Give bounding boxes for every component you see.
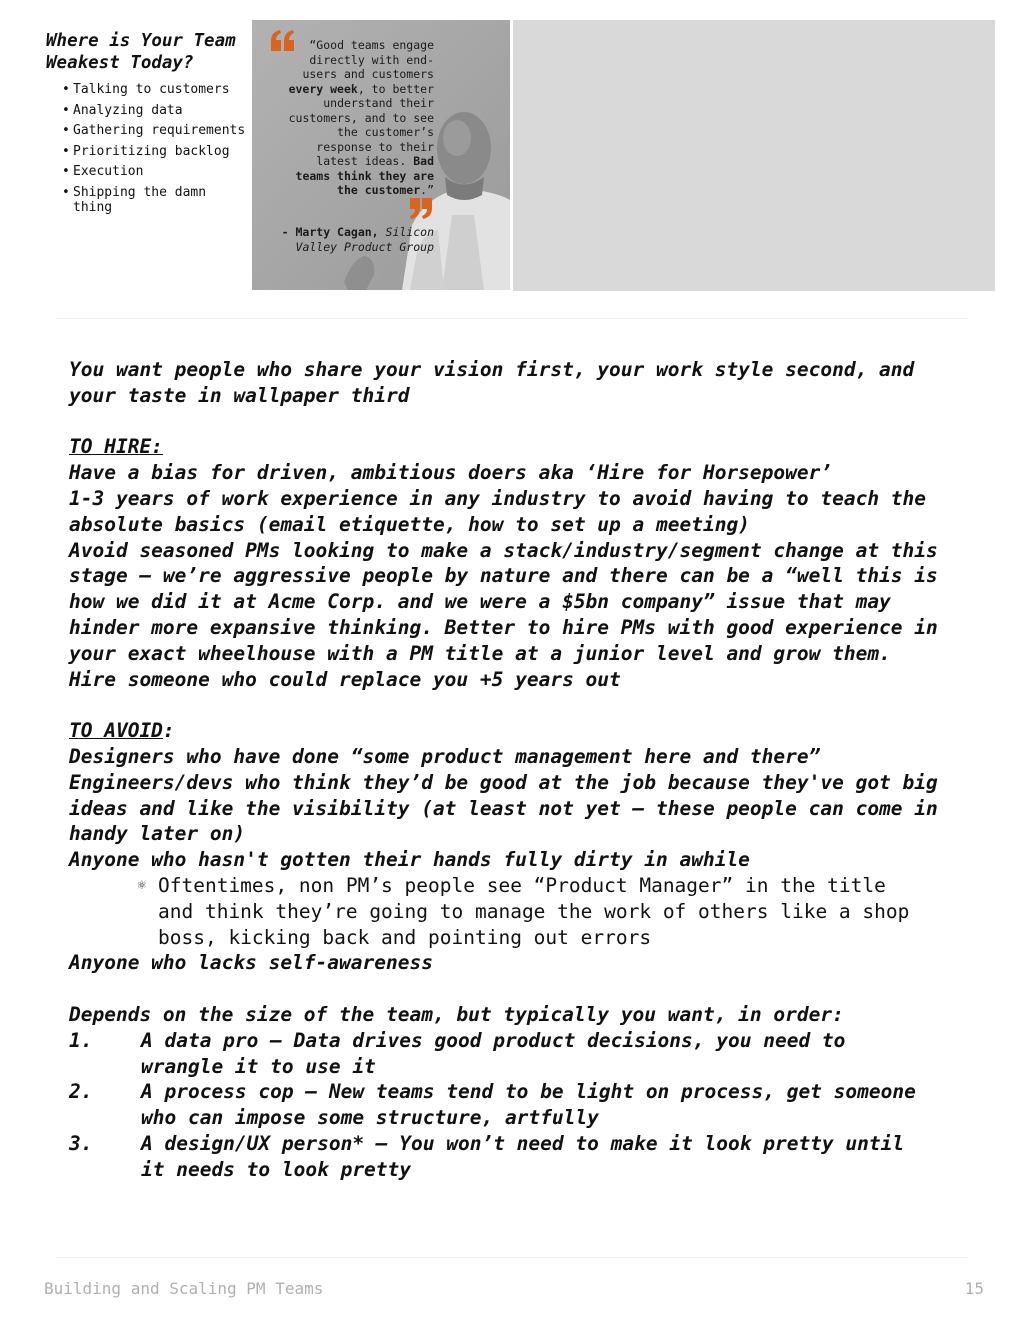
avoid-item: Anyone who hasn't gotten their hands fully dirty in awhile [69, 848, 750, 872]
hire-item: 1-3 years of work experience in any industry to avoid having to teach the absolute basics (email etiquette, how to set up a meeting) [69, 486, 927, 536]
top-divider [56, 318, 968, 319]
order-item [69, 1028, 969, 1080]
quote-bold: Bad teams think they are the customer [295, 154, 434, 197]
quote-part: “Good teams engage directly with end-users and customers [302, 38, 434, 81]
atom-bullet-icon: ⚛ [137, 876, 146, 893]
list-item: • Analyzing data [62, 103, 246, 119]
quote-attribution [270, 225, 434, 254]
bottom-divider [56, 1257, 968, 1258]
footer-title: Building and Scaling PM Teams [44, 1279, 324, 1298]
quote-part: , to better understand their customers, and to see the customer’s response to their latest ideas. [288, 81, 434, 168]
weakness-list [62, 82, 246, 216]
quote-author: - Marty Cagan, [281, 225, 379, 239]
sidebar-title: Where is Your Team Weakest Today? [46, 31, 236, 73]
order-item [69, 1079, 969, 1131]
main-content [69, 357, 969, 1183]
hire-item: Avoid seasoned PMs looking to make a stack/industry/segment change at this stage – we’re aggressive people by nature and there can be a “well this is how we did it at Acme Corp. and we were a $5bn company” issue that may hinder more expansive thinking. Better to hire PMs with good experience in your exact wheelhouse with a PM title at a junior level and grow them. [69, 538, 938, 665]
order-number: 1. [69, 1028, 93, 1052]
hire-item: Hire someone who could replace you +5 years out [69, 667, 621, 691]
avoid-item: Anyone who lacks self-awareness [69, 951, 433, 975]
order-item [69, 1131, 969, 1183]
quote-text [276, 38, 434, 198]
order-number: 3. [69, 1131, 93, 1155]
quote-bold: every week [288, 81, 358, 96]
avoid-heading: TO AVOID [69, 719, 163, 743]
order-text: A process cop – New teams tend to be light on process, get someone who can impose some structure, artfully [141, 1080, 916, 1130]
order-text: A data pro – Data drives good product decisions, you need to wrangle it to use it [141, 1028, 846, 1078]
page-footer [44, 1279, 984, 1298]
list-item: • Execution [62, 164, 246, 180]
intro-text: You want people who share your vision first, your work style second, and your taste in wallpaper third [69, 358, 915, 407]
quote-part: .” [420, 183, 434, 197]
list-item: • Shipping the damn thing [62, 185, 246, 216]
avoid-heading-line [69, 718, 969, 744]
quote-organization: Silicon Valley Product Group [295, 225, 434, 254]
avoid-subitem-text: Oftentimes, non PM’s people see “Product Manager” in the title and think they’re going to manage the work of others like a shop boss, kicking back and pointing out errors [158, 873, 910, 949]
order-intro: Depends on the size of the team, but typically you want, in order: [69, 1002, 844, 1026]
close-quote-icon [408, 198, 434, 220]
avoid-subitem [69, 873, 969, 950]
avoid-colon: : [162, 719, 175, 743]
hire-item: Have a bias for driven, ambitious doers aka ‘Hire for Horsepower’ [69, 461, 833, 485]
sidebar-panel [46, 30, 246, 221]
order-text: A design/UX person* – You won’t need to make it look pretty until it needs to look pretty [141, 1131, 905, 1181]
order-number: 2. [69, 1080, 93, 1104]
quote-card [252, 20, 510, 290]
list-item: • Talking to customers [62, 82, 246, 98]
list-item: • Prioritizing backlog [62, 144, 246, 160]
hire-heading: TO HIRE: [69, 435, 163, 459]
list-item: • Gathering requirements [62, 123, 246, 139]
image-placeholder [513, 20, 995, 291]
avoid-item: Engineers/devs who think they’d be good at the job because they've got big ideas and like the visibility (at least not yet – these people can come in handy later on) [69, 770, 938, 846]
avoid-item: Designers who have done “some product management here and there” [69, 744, 821, 768]
page-number: 15 [964, 1279, 984, 1298]
